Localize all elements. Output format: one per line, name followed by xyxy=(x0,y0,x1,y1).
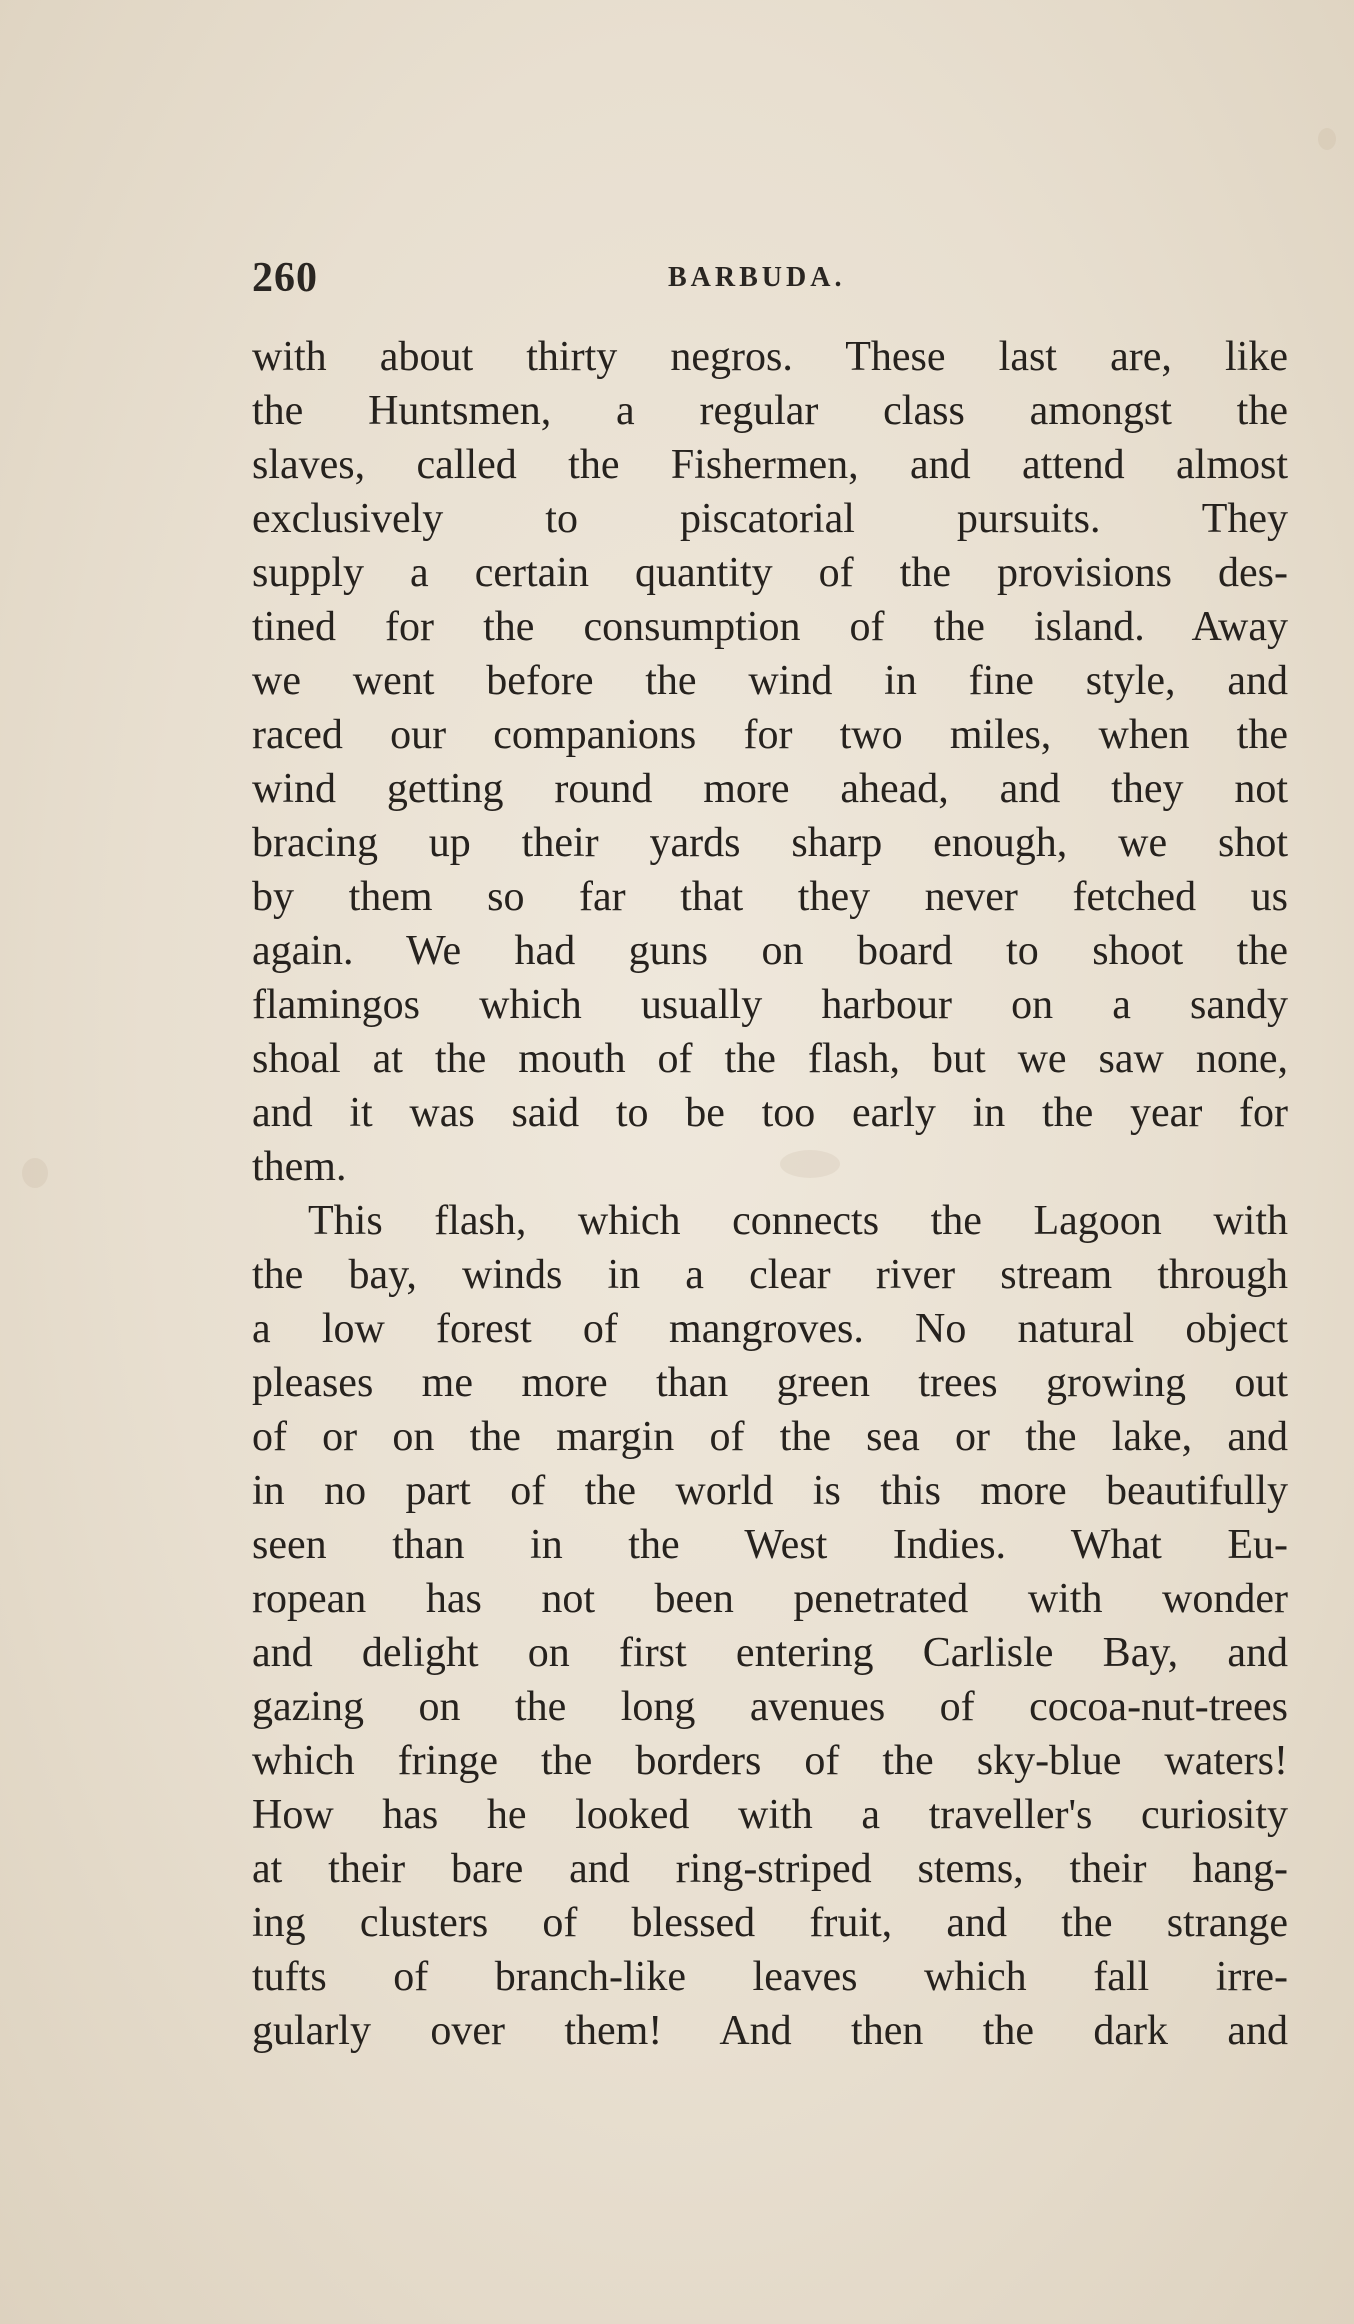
paragraph-start-line: This flash, which connects the Lagoon with xyxy=(308,1198,1288,1244)
paper-stain xyxy=(22,1158,48,1188)
text-line: in no part of the world is this more beautifully xyxy=(252,1468,1288,1514)
text-line: which fringe the borders of the sky-blue waters! xyxy=(252,1738,1288,1784)
text-line: gularly over them! And then the dark and xyxy=(252,2008,1288,2054)
text-line: the Huntsmen, a regular class amongst the xyxy=(252,388,1288,434)
text-line: gazing on the long avenues of cocoa-nut-trees xyxy=(252,1684,1288,1730)
text-line: ropean has not been penetrated with wonder xyxy=(252,1576,1288,1622)
text-line: raced our companions for two miles, when the xyxy=(252,712,1288,758)
text-line: at their bare and ring-striped stems, their hang- xyxy=(252,1846,1288,1892)
page-header xyxy=(252,250,1292,310)
body-text xyxy=(252,330,1288,2058)
text-line: tufts of branch-like leaves which fall irre- xyxy=(252,1954,1288,2000)
page-number: 260 xyxy=(252,255,318,301)
text-line: of or on the margin of the sea or the lake, and xyxy=(252,1414,1288,1460)
text-line: How has he looked with a traveller's curiosity xyxy=(252,1792,1288,1838)
text-line: bracing up their yards sharp enough, we shot xyxy=(252,820,1288,866)
text-line: by them so far that they never fetched us xyxy=(252,874,1288,920)
text-line: ing clusters of blessed fruit, and the strange xyxy=(252,1900,1288,1946)
text-line: with about thirty negros. These last are, like xyxy=(252,334,1288,380)
running-head: BARBUDA. xyxy=(668,262,846,293)
text-line: slaves, called the Fishermen, and attend almost xyxy=(252,442,1288,488)
text-line: and it was said to be too early in the year for xyxy=(252,1090,1288,1136)
text-line: tined for the consumption of the island. Away xyxy=(252,604,1288,650)
text-line: a low forest of mangroves. No natural object xyxy=(252,1306,1288,1352)
text-line: supply a certain quantity of the provisions des- xyxy=(252,550,1288,596)
text-line: exclusively to piscatorial pursuits. They xyxy=(252,496,1288,542)
text-line: again. We had guns on board to shoot the xyxy=(252,928,1288,974)
text-line: the bay, winds in a clear river stream through xyxy=(252,1252,1288,1298)
text-line: pleases me more than green trees growing out xyxy=(252,1360,1288,1406)
text-line: seen than in the West Indies. What Eu- xyxy=(252,1522,1288,1568)
text-line: flamingos which usually harbour on a sandy xyxy=(252,982,1288,1028)
text-line: wind getting round more ahead, and they not xyxy=(252,766,1288,812)
paragraph-end-line: them. xyxy=(252,1144,347,1190)
text-line: and delight on first entering Carlisle Bay, and xyxy=(252,1630,1288,1676)
paper-stain xyxy=(1318,128,1336,150)
text-line: we went before the wind in fine style, and xyxy=(252,658,1288,704)
text-line: shoal at the mouth of the flash, but we saw none, xyxy=(252,1036,1288,1082)
